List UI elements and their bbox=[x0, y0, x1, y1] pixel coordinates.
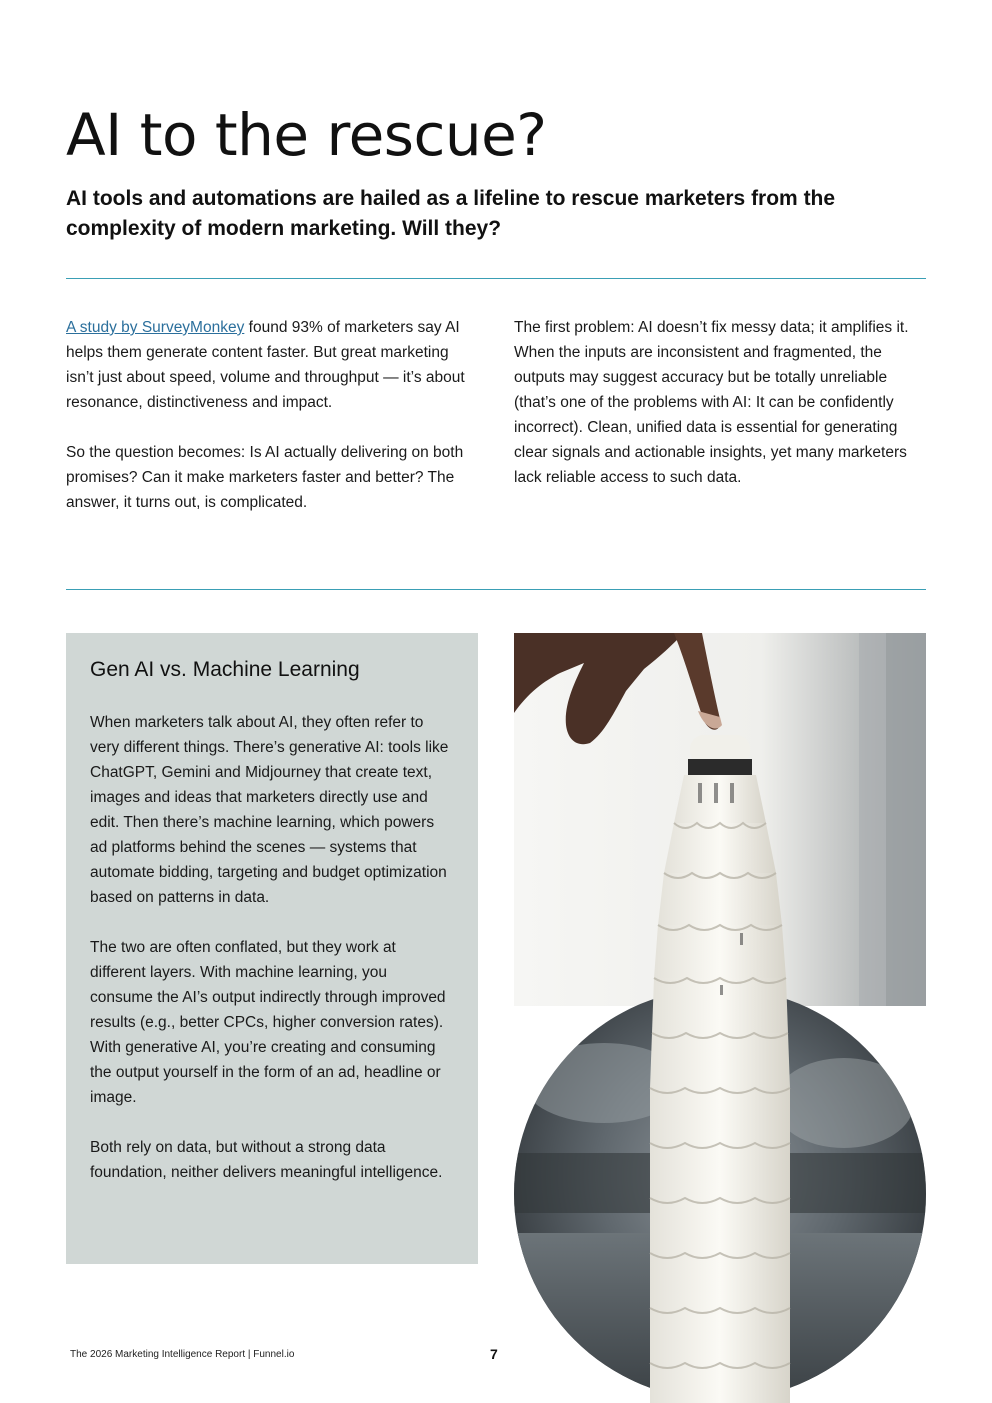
page-title: AI to the rescue? bbox=[66, 101, 547, 169]
sidebar-paragraph-1: When marketers talk about AI, they often refer to very different things. There’s generative AI: tools like ChatGPT, Gemini and Midjourney that create text, images and ideas that marketers directly use and edit. Then there’s machine learning, which powers ad platforms behind the scenes — systems that automate bidding, targeting and budget optimization based on patterns in data. bbox=[90, 714, 449, 906]
intro-paragraph-1 bbox=[66, 315, 466, 415]
sidebar-paragraph-3: Both rely on data, but without a strong data foundation, neither delivers meaningful intelligence. bbox=[90, 1139, 443, 1181]
intro-paragraph-3: The first problem: AI doesn’t fix messy data; it amplifies it. When the inputs are inconsistent and fragmented, the outputs may suggest accuracy but be totally unreliable (that’s one of the problems with AI: It can be confidently incorrect). Clean, unified data is essential for generating clear signals and actionable insights, yet many marketers lack reliable access to such data. bbox=[514, 319, 909, 486]
page-number: 7 bbox=[490, 1346, 498, 1362]
intro-column-left bbox=[66, 315, 466, 540]
intro-paragraph-2: So the question becomes: Is AI actually delivering on both promises? Can it make marketers faster and better? The answer, it turns out, is complicated. bbox=[66, 444, 464, 511]
gen-ai-vs-ml-sidebar bbox=[66, 633, 478, 1264]
sidebar-title: Gen AI vs. Machine Learning bbox=[90, 658, 360, 681]
intro-column-right bbox=[514, 315, 914, 515]
shuttlecock-stack-photo bbox=[514, 633, 926, 1403]
sidebar-paragraph-2: The two are often conflated, but they work at different layers. With machine learning, you consume the AI’s output indirectly through improved results (e.g., better CPCs, higher conversion rates). With generative AI, you’re creating and consuming the output yourself in the form of an ad, headline or image. bbox=[90, 939, 446, 1106]
footer-report-name: The 2026 Marketing Intelligence Report | Funnel.io bbox=[70, 1349, 295, 1360]
divider-bottom bbox=[66, 589, 926, 590]
divider-top bbox=[66, 278, 926, 279]
intro-paragraph-1-text: found 93% of marketers say AI helps them generate content faster. But great marketing isn’t just about speed, volume and throughput — it’s about resonance, distinctiveness and impact. bbox=[66, 319, 465, 411]
surveymonkey-study-link[interactable]: A study by SurveyMonkey bbox=[66, 319, 245, 336]
page-subtitle: AI tools and automations are hailed as a lifeline to rescue marketers from the complexity of modern marketing. Will they? bbox=[66, 187, 836, 240]
